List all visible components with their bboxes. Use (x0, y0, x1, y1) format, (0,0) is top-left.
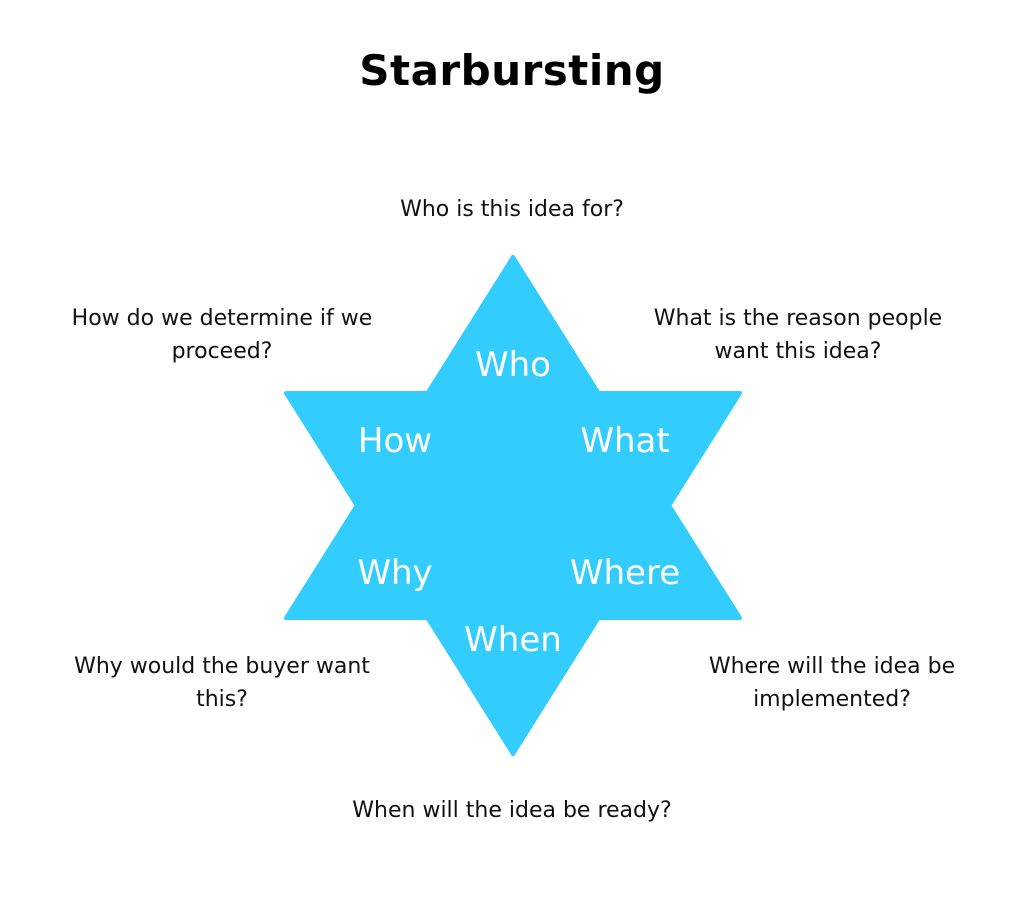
star-label-what: What (580, 421, 670, 461)
question-when: When will the idea be ready? (352, 798, 672, 823)
question-where: Where will the idea be implemented? (708, 654, 956, 712)
star-label-where: Where (569, 553, 681, 593)
star-label-why: Why (357, 553, 433, 593)
page-title: Starbursting (359, 46, 665, 95)
star-label-who: Who (475, 345, 551, 385)
star-label-when: When (464, 620, 562, 660)
question-what: What is the reason people want this idea? (653, 306, 943, 364)
question-how: How do we determine if we proceed? (71, 306, 373, 364)
star-label-how: How (357, 421, 433, 461)
question-why: Why would the buyer want this? (74, 654, 370, 712)
question-who: Who is this idea for? (400, 197, 624, 222)
